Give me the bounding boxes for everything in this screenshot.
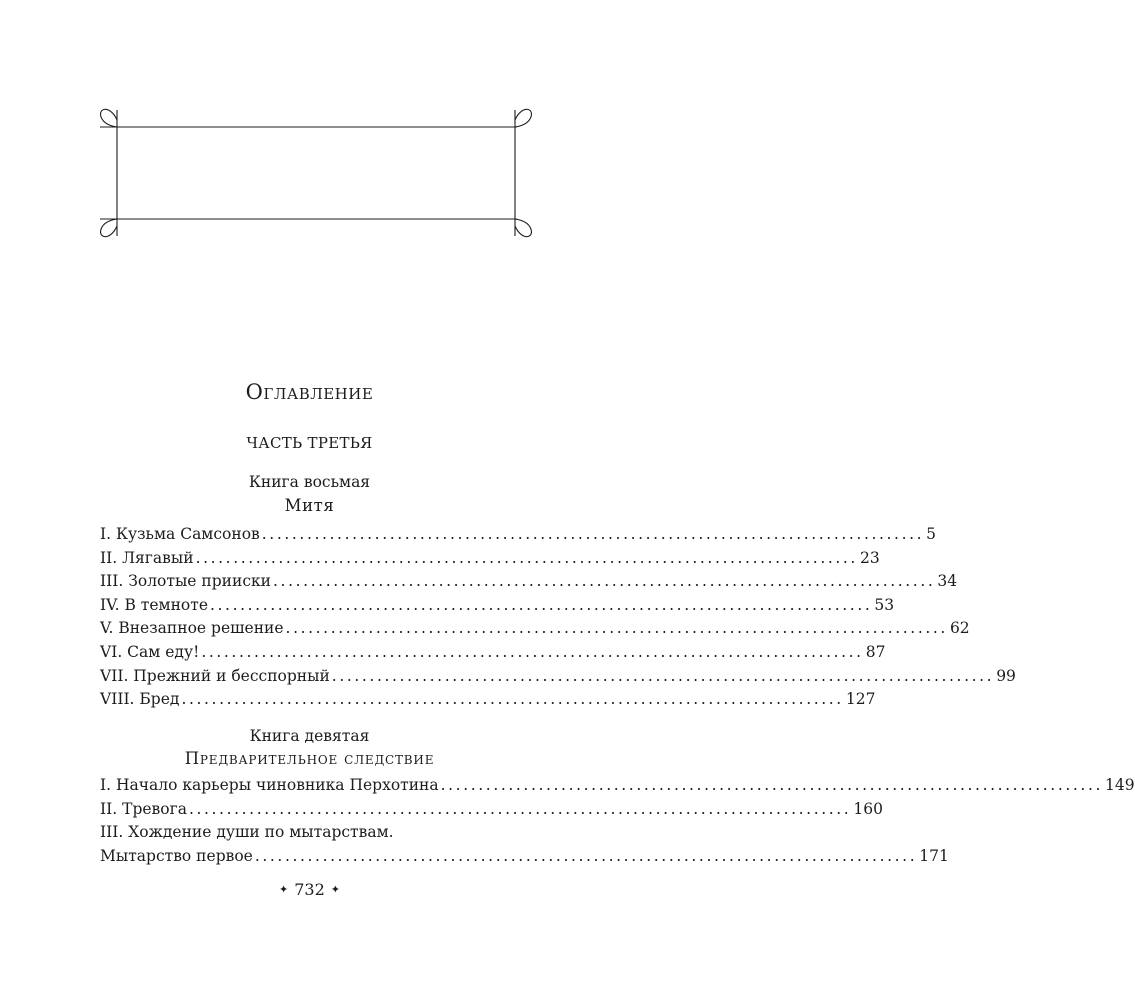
book-title: Предварительное следствие [184, 749, 435, 768]
entry-page: 23 [859, 548, 880, 567]
toc-entry[interactable] [100, 594, 895, 618]
leader-dots: ........................................................................................ [210, 595, 873, 614]
toc-entry[interactable] [100, 821, 531, 845]
entry-page: 34 [937, 572, 958, 591]
leader-dots: ........................................................................................ [195, 548, 858, 567]
toc-entry[interactable] [100, 617, 970, 641]
book-label: Книга девятая [249, 727, 370, 745]
book-title: Митя [284, 496, 335, 515]
decorative-frame [0, 0, 619, 260]
toc-entry[interactable] [100, 688, 876, 712]
toc-entry[interactable] [100, 774, 1135, 798]
leader-dots: ........................................................................................ [254, 846, 918, 865]
entry-title: Мытарство первое [100, 846, 253, 865]
entry-title: VIII. Бред [100, 690, 180, 709]
leader-dots: ........................................................................................ [331, 666, 995, 685]
entry-page: 171 [919, 846, 949, 865]
entry-title: II. Лягавый [100, 548, 194, 567]
toc-list [100, 774, 1135, 868]
entry-page: 53 [874, 595, 895, 614]
toc-entry[interactable] [100, 665, 1016, 689]
leader-dots: ........................................................................................ [181, 690, 844, 709]
entry-title: VII. Прежний и бесспорный [100, 666, 330, 685]
leader-dots: ........................................................................................ [273, 572, 936, 591]
leader-dots: ........................................................................................ [201, 642, 864, 661]
diamond-star-icon: ✦ [330, 883, 340, 896]
page-title: Оглавление [245, 380, 374, 404]
page-number: 732 [294, 880, 325, 899]
leader-dots: ........................................................................................ [285, 619, 948, 638]
entry-title: V. Внезапное решение [100, 619, 284, 638]
leader-dots: ........................................................................................ [440, 776, 1104, 794]
toc-entry[interactable] [100, 845, 949, 869]
diamond-star-icon: ✦ [279, 883, 289, 896]
entry-title: VI. Сам еду! [100, 642, 200, 661]
entry-title: II. Тревога [100, 799, 187, 818]
entry-page: 62 [949, 619, 970, 638]
page-folio [0, 880, 619, 899]
entry-page: 149 [1105, 776, 1135, 794]
toc-entry[interactable] [100, 570, 958, 594]
entry-title: I. Начало карьеры чиновника Перхотина [100, 776, 439, 794]
entry-title: I. Кузьма Самсонов [100, 525, 260, 543]
toc-entry[interactable] [100, 798, 883, 822]
entry-page: 160 [853, 799, 883, 818]
toc-entry[interactable] [100, 523, 937, 547]
entry-page: 99 [996, 666, 1016, 685]
part-title: ЧАСТЬ ТРЕТЬЯ [246, 434, 373, 452]
entry-title: III. Золотые прииски [100, 572, 272, 591]
book-label: Книга восьмая [248, 473, 371, 491]
toc-entry[interactable] [100, 547, 880, 571]
entry-title: III. Хождение души по мытарствам. [100, 823, 394, 842]
toc-entry[interactable] [100, 641, 886, 665]
toc-list [100, 523, 1016, 712]
entry-page: 87 [865, 642, 886, 661]
entry-page: 127 [845, 690, 876, 709]
leader-dots: ........................................................................................ [188, 799, 852, 818]
entry-page: 5 [926, 525, 937, 543]
leader-dots: ........................................................................................ [261, 525, 925, 543]
entry-title: IV. В темноте [100, 595, 208, 614]
